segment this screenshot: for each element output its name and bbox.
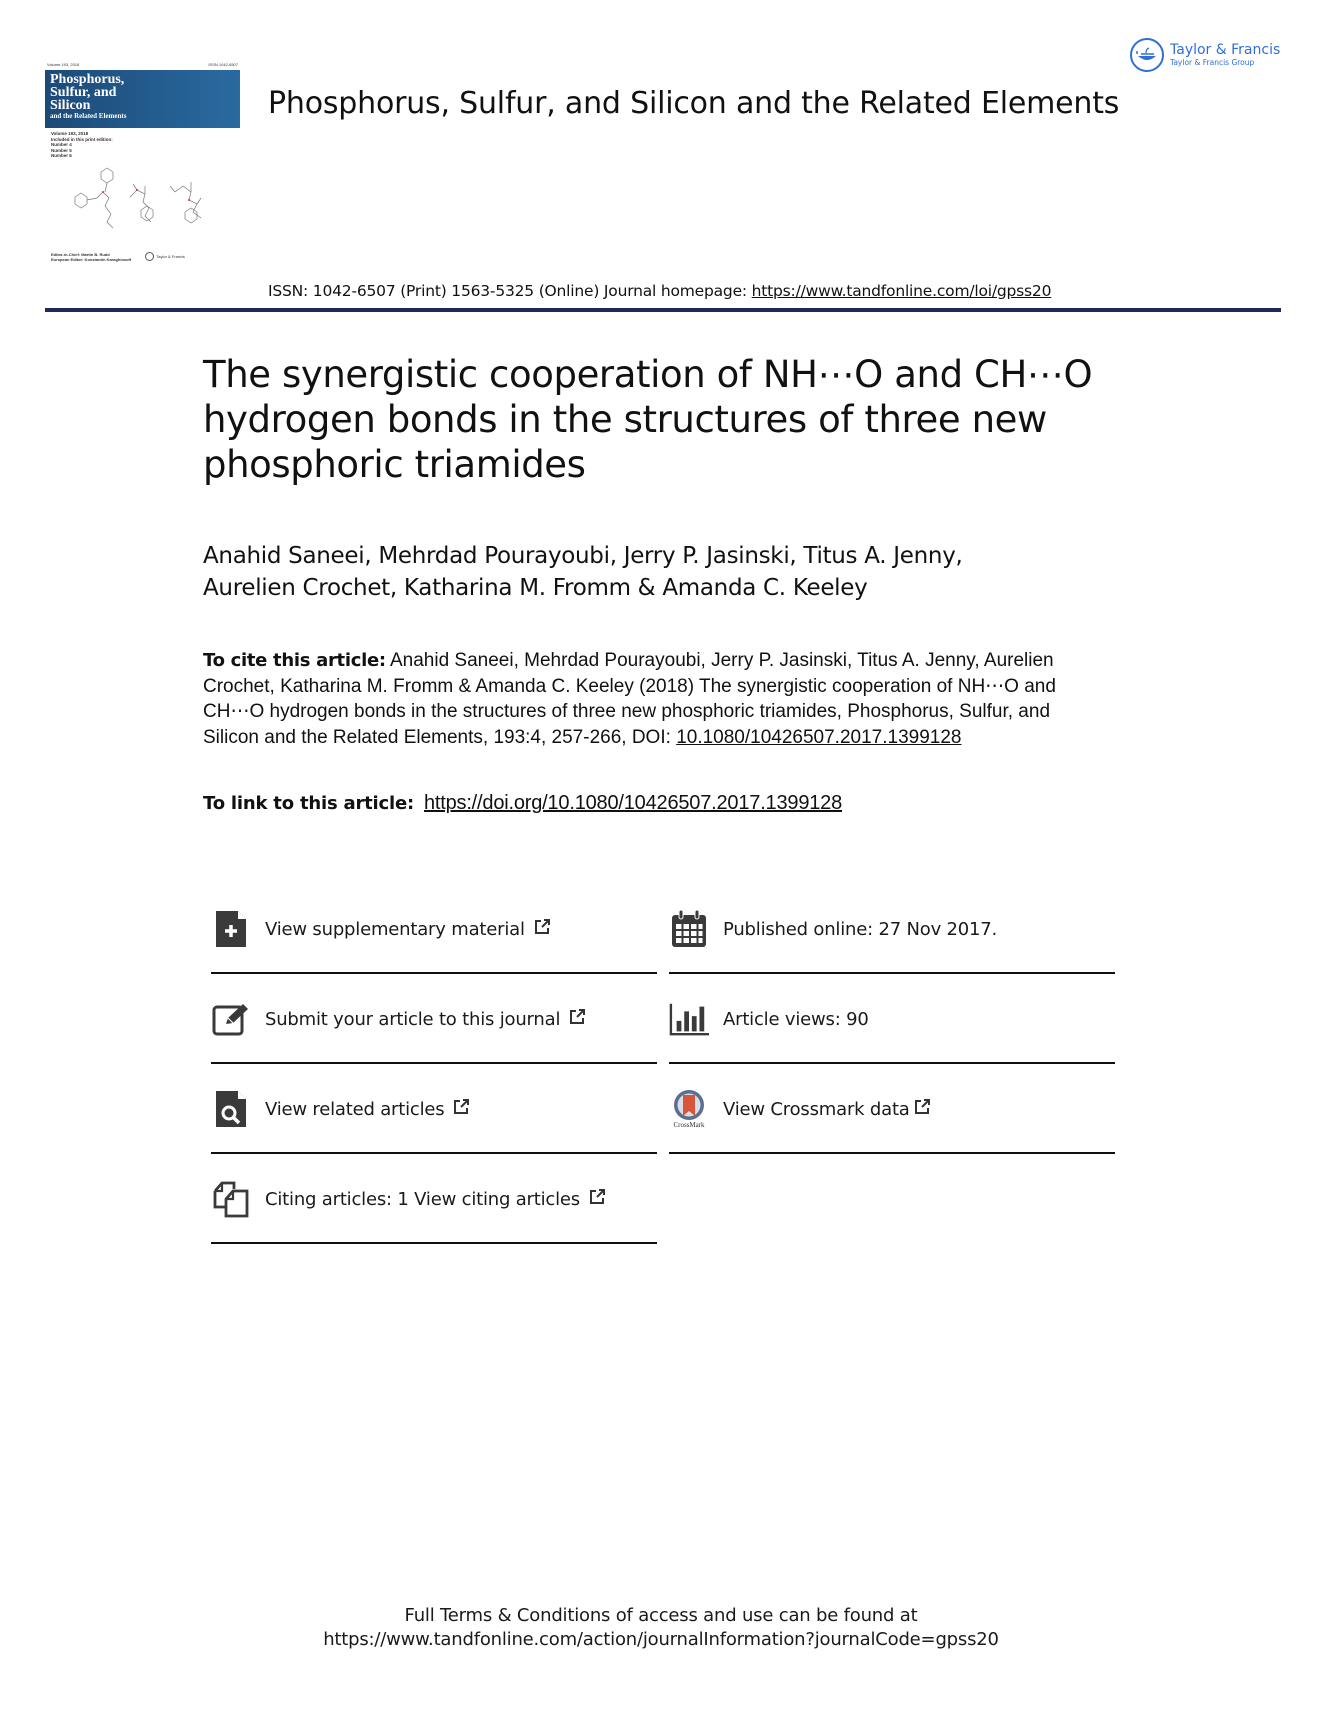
publisher-name: Taylor & Francis xyxy=(1170,42,1281,58)
crossmark-label: View Crossmark data xyxy=(723,1098,910,1120)
external-link-icon xyxy=(588,1188,606,1210)
authors-line: Aurelien Crochet, Katharina M. Fromm & Amanda C. Keeley xyxy=(203,575,868,601)
tf-mini-logo-icon xyxy=(145,252,154,261)
citing-articles-button[interactable] xyxy=(211,1156,657,1244)
cover-title-line: Sulfur, and xyxy=(50,85,117,100)
cite-label: To cite this article: xyxy=(203,650,386,671)
edit-icon xyxy=(211,997,251,1041)
issn-line xyxy=(268,282,1051,300)
cover-top-strip xyxy=(45,58,240,70)
cover-volume-line: Included in this print edition: xyxy=(51,136,113,142)
supplementary-label: View supplementary material xyxy=(265,918,525,940)
article-views-info xyxy=(669,976,1115,1064)
cover-subtitle: and the Related Elements xyxy=(50,112,127,120)
view-related-articles-button[interactable] xyxy=(211,1066,657,1154)
publisher-group: Taylor & Francis Group xyxy=(1170,58,1255,67)
article-link-line xyxy=(203,792,842,815)
cover-volume-info xyxy=(45,128,240,162)
publisher-logo[interactable] xyxy=(1130,38,1280,72)
cover-footer xyxy=(45,252,240,262)
article-title-line: hydrogen bonds in the structures of three new xyxy=(203,398,1047,441)
journal-cover xyxy=(45,58,240,306)
article-authors xyxy=(203,540,1103,604)
cover-issn: ISSN 1042-6507 xyxy=(208,61,238,67)
view-supplementary-button[interactable] xyxy=(211,886,657,974)
cover-title-band xyxy=(45,70,240,128)
molecule-structures-icon xyxy=(45,162,240,252)
cover-editor-line: Editor-in-Chief: Martin B. Rudd xyxy=(51,251,110,257)
submit-label: Submit your article to this journal xyxy=(265,1008,561,1030)
view-crossmark-button[interactable] xyxy=(669,1066,1115,1154)
external-link-icon xyxy=(568,1008,586,1030)
crossmark-icon xyxy=(669,1087,709,1131)
calendar-icon xyxy=(669,907,709,951)
issn-text: ISSN: 1042-6507 (Print) 1563-5325 (Online) Journal homepage: xyxy=(268,282,752,300)
external-link-icon xyxy=(913,1098,931,1120)
bar-chart-icon xyxy=(669,997,709,1041)
views-label: Article views: 90 xyxy=(723,1008,869,1030)
link-label: To link to this article: xyxy=(203,793,414,814)
cite-doi-link[interactable]: 10.1080/10426507.2017.1399128 xyxy=(676,726,962,748)
cover-volume-line: Number 4 xyxy=(51,142,72,147)
terms-link[interactable]: https://www.tandfonline.com/action/journalInformation?journalCode=gpss20 xyxy=(323,1629,999,1650)
cover-volume-line: Number 6 xyxy=(51,153,72,158)
header-divider xyxy=(45,308,1281,312)
journal-homepage-link[interactable]: https://www.tandfonline.com/loi/gpss20 xyxy=(751,282,1052,300)
cover-title-line: Silicon xyxy=(50,98,91,113)
file-search-icon xyxy=(211,1087,251,1131)
copy-icon xyxy=(211,1177,251,1221)
external-link-icon xyxy=(452,1098,470,1120)
cover-volume-line: Number 5 xyxy=(51,147,72,153)
crossmark-badge-text: CrossMark xyxy=(673,1121,705,1129)
cover-volume: Volume 193, 2018 xyxy=(47,61,80,67)
submit-article-button[interactable] xyxy=(211,976,657,1064)
footer-line: Full Terms & Conditions of access and use can be found at xyxy=(404,1605,918,1626)
article-title-line: phosphoric triamides xyxy=(203,443,586,486)
cover-title-line: Phosphorus, xyxy=(50,72,125,87)
article-title xyxy=(203,352,1103,487)
published-online-info xyxy=(669,886,1115,974)
cite-text: Anahid Saneei, Mehrdad Pourayoubi, Jerry P. Jasinski, Titus A. Jenny, Aurelien Crochet, Katharina M. Fromm & Amanda C. Keeley (2018) The synergistic cooperation of NH⋯O and CH⋯O hydrogen bonds in the structures of three new phosphoric triamides, Phosphorus, Sulfur, and Silicon and the Related Elements, 193:4, 257-266, DOI: xyxy=(203,650,1056,748)
file-plus-icon xyxy=(211,907,251,951)
authors-line: Anahid Saneei, Mehrdad Pourayoubi, Jerry P. Jasinski, Titus A. Jenny, xyxy=(203,543,963,569)
external-link-icon xyxy=(533,918,551,940)
cover-molecule-drawings xyxy=(45,162,240,252)
cover-editor-line: European Editor: Konstantin Karaghiosoff xyxy=(51,256,132,262)
tf-lamp-icon xyxy=(1130,38,1164,72)
terms-footer xyxy=(0,1604,1322,1652)
article-title-line: The synergistic cooperation of NH⋯O and CH⋯O xyxy=(203,353,1093,396)
related-label: View related articles xyxy=(265,1098,445,1120)
journal-title: Phosphorus, Sulfur, and Silicon and the Related Elements xyxy=(268,86,1120,121)
article-doi-link[interactable]: https://doi.org/10.1080/10426507.2017.1399128 xyxy=(423,792,843,814)
cover-volume-line: Volume 193, 2018 xyxy=(51,131,89,136)
published-label: Published online: 27 Nov 2017. xyxy=(723,918,998,940)
cover-publisher: Taylor & Francis xyxy=(156,254,185,259)
citing-label: Citing articles: 1 View citing articles xyxy=(265,1188,580,1210)
citation-block xyxy=(203,648,1103,750)
